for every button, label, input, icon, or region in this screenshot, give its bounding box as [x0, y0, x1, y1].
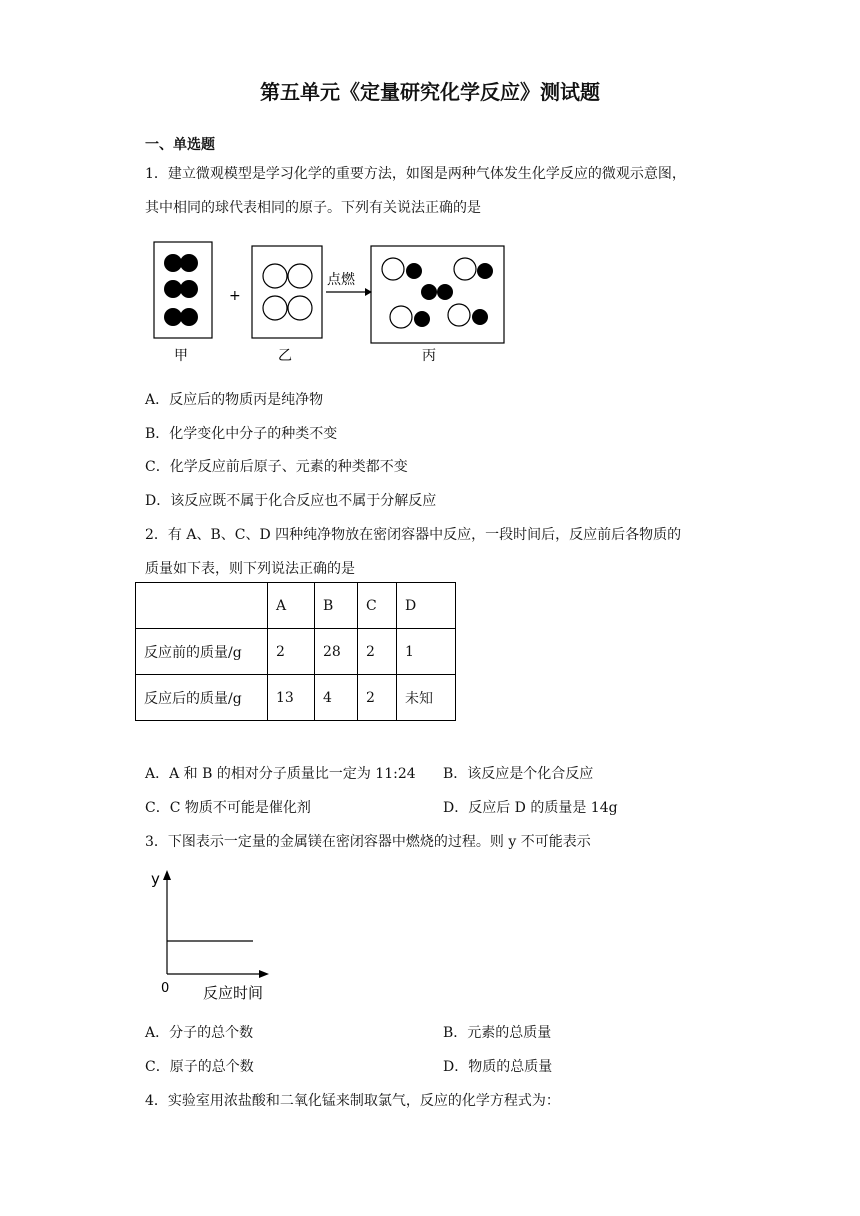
- table-cell: 反应后的质量/g: [136, 675, 268, 721]
- table-header-row: [136, 583, 456, 629]
- page-title: 第五单元《定量研究化学反应》测试题: [260, 80, 600, 104]
- label-jia: 甲: [174, 348, 188, 364]
- table-cell: 2: [268, 629, 315, 675]
- table-cell: 28: [315, 629, 358, 675]
- section-heading: 一、单选题: [145, 137, 215, 153]
- q1-stem-line1: 1．建立微观模型是学习化学的重要方法，如图是两种气体发生化学反应的微观示意图，: [145, 166, 686, 182]
- table-cell: B: [315, 583, 358, 629]
- reaction-arrow: [326, 271, 372, 296]
- table-cell: 4: [315, 675, 358, 721]
- q3-graph: [145, 866, 275, 1006]
- q1-option-b: B．化学变化中分子的种类不变: [145, 426, 338, 442]
- table-cell: 2: [358, 675, 397, 721]
- q1-stem-line2: 其中相同的球代表相同的原子。下列有关说法正确的是: [145, 200, 481, 216]
- label-bing: 丙: [422, 348, 436, 364]
- table-cell: 反应前的质量/g: [136, 629, 268, 675]
- table-cell: D: [397, 583, 456, 629]
- q3-stem: 3．下图表示一定量的金属镁在密闭容器中燃烧的过程。则 y 不可能表示: [145, 834, 591, 850]
- plus-sign: +: [229, 288, 241, 304]
- product-bing-box: [371, 246, 504, 343]
- q2-option-d: D．反应后 D 的质量是 14g: [443, 800, 618, 816]
- q3-option-c: C．原子的总个数: [145, 1059, 254, 1075]
- table-cell: 未知: [397, 675, 456, 721]
- q1-reaction-diagram: [150, 238, 510, 370]
- y-axis-label: y: [151, 870, 160, 888]
- q2-option-b: B．该反应是个化合反应: [443, 766, 594, 782]
- q3-option-b: B．元素的总质量: [443, 1025, 552, 1041]
- q2-stem-line1: 2．有 A、B、C、D 四种纯净物放在密闭容器中反应，一段时间后，反应前后各物质的: [145, 527, 682, 543]
- table-cell: C: [358, 583, 397, 629]
- table-row: [136, 675, 456, 721]
- table-cell: 13: [268, 675, 315, 721]
- q2-stem-line2: 质量如下表，则下列说法正确的是: [145, 561, 355, 577]
- reactant-jia-box: [154, 242, 212, 338]
- table-cell: [136, 583, 268, 629]
- q1-option-c: C．化学反应前后原子、元素的种类都不变: [145, 459, 408, 475]
- arrow-label: 点燃: [327, 272, 355, 288]
- q3-option-a: A．分子的总个数: [145, 1025, 254, 1041]
- reactant-yi-box: [252, 246, 322, 338]
- q2-option-a: A．A 和 B 的相对分子质量比一定为 11:24: [145, 766, 416, 782]
- q3-option-d: D．物质的总质量: [443, 1059, 553, 1075]
- x-axis-arrow: [259, 970, 269, 978]
- mass-table: [135, 582, 456, 721]
- label-yi: 乙: [278, 348, 292, 364]
- q4-stem: 4．实验室用浓盐酸和二氧化锰来制取氯气，反应的化学方程式为：: [145, 1093, 560, 1109]
- x-axis-label: 反应时间: [203, 984, 264, 1002]
- table-cell: A: [268, 583, 315, 629]
- table-row: [136, 629, 456, 675]
- table-cell: 2: [358, 629, 397, 675]
- y-axis-arrow: [163, 870, 171, 880]
- origin-label: 0: [161, 981, 170, 996]
- q1-option-a: A．反应后的物质丙是纯净物: [145, 392, 324, 408]
- q2-option-c: C．C 物质不可能是催化剂: [145, 800, 311, 816]
- q1-option-d: D．该反应既不属于化合反应也不属于分解反应: [145, 493, 437, 509]
- table-cell: 1: [397, 629, 456, 675]
